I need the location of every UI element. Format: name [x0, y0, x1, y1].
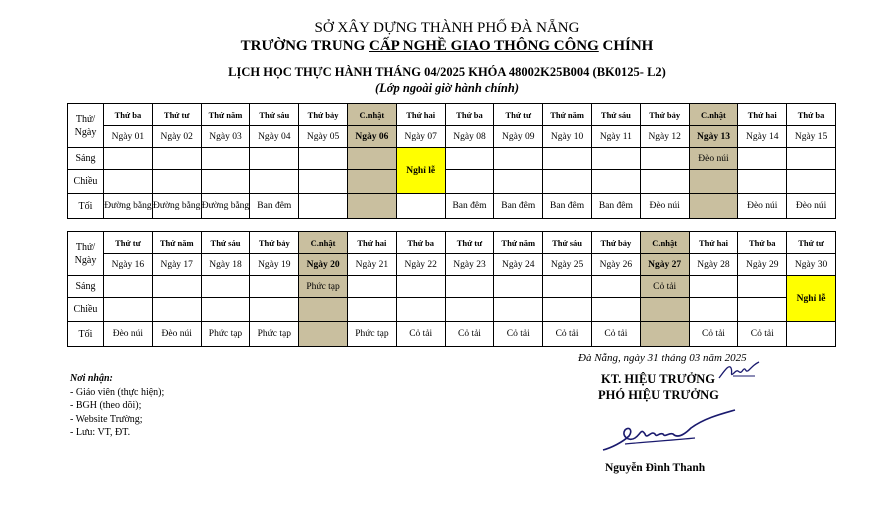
session-afternoon [640, 170, 689, 194]
signer-name: Nguyễn Đình Thanh [605, 462, 706, 474]
date-cell: Ngày 29 [738, 254, 787, 276]
session-morning [543, 276, 592, 298]
date-cell: Ngày 20 [299, 254, 348, 276]
row-label-evening: Tối [68, 322, 104, 347]
day-of-week: C.nhật [347, 104, 396, 126]
session-afternoon [104, 170, 153, 194]
initial-signature [715, 356, 765, 384]
date-cell: Ngày 15 [787, 126, 836, 148]
session-morning [738, 148, 787, 170]
session-evening: Ban đêm [250, 194, 299, 219]
session-evening [299, 322, 348, 347]
session-afternoon [543, 170, 592, 194]
recipient-item: - Website Trường; [70, 413, 143, 425]
date-cell: Ngày 19 [250, 254, 299, 276]
session-afternoon [591, 170, 640, 194]
session-morning: Đèo núi [689, 148, 738, 170]
date-cell: Ngày 22 [396, 254, 445, 276]
session-afternoon [347, 298, 396, 322]
day-of-week: Thứ tư [787, 232, 836, 254]
session-afternoon [445, 298, 494, 322]
session-evening: Phức tạp [250, 322, 299, 347]
date-cell: Ngày 23 [445, 254, 494, 276]
school-name-part3: CHÍNH [598, 38, 654, 54]
date-cell: Ngày 04 [250, 126, 299, 148]
session-afternoon [152, 170, 201, 194]
day-of-week: Thứ tư [445, 232, 494, 254]
session-evening: Cỏ tải [689, 322, 738, 347]
session-evening: Đường bằng [152, 194, 201, 219]
day-of-week: C.nhật [689, 104, 738, 126]
holiday-cell: Nghỉ lễ [396, 148, 445, 194]
date-cell: Ngày 09 [494, 126, 543, 148]
recipient-item: - Giáo viên (thực hiện); [70, 386, 165, 398]
school-name-underlined: CẤP NGHỀ GIAO THÔNG CÔNG [369, 38, 599, 54]
session-afternoon [591, 298, 640, 322]
day-of-week: Thứ sáu [591, 104, 640, 126]
day-of-week: Thứ sáu [201, 232, 250, 254]
session-evening: Đèo núi [152, 322, 201, 347]
day-of-week: Thứ năm [201, 104, 250, 126]
session-afternoon [201, 170, 250, 194]
day-of-week: Thứ sáu [543, 232, 592, 254]
row-label-evening: Tối [68, 194, 104, 219]
date-cell: Ngày 17 [152, 254, 201, 276]
session-morning [347, 276, 396, 298]
session-afternoon [787, 170, 836, 194]
session-morning [591, 148, 640, 170]
session-afternoon [299, 170, 348, 194]
row-label-morning: Sáng [68, 276, 104, 298]
date-cell: Ngày 12 [640, 126, 689, 148]
session-morning [201, 276, 250, 298]
date-cell: Ngày 06 [347, 126, 396, 148]
day-of-week: Thứ hai [689, 232, 738, 254]
day-of-week: Thứ bảy [299, 104, 348, 126]
session-evening: Cỏ tải [445, 322, 494, 347]
day-of-week: Thứ ba [787, 104, 836, 126]
date-cell: Ngày 21 [347, 254, 396, 276]
session-afternoon [689, 298, 738, 322]
row-label-morning: Sáng [68, 148, 104, 170]
day-of-week: C.nhật [299, 232, 348, 254]
date-cell: Ngày 18 [201, 254, 250, 276]
session-evening: Cỏ tải [738, 322, 787, 347]
session-morning [250, 276, 299, 298]
row-label-afternoon: Chiều [68, 298, 104, 322]
session-evening: Phức tạp [347, 322, 396, 347]
date-cell: Ngày 11 [591, 126, 640, 148]
session-evening [299, 194, 348, 219]
session-morning [689, 276, 738, 298]
session-afternoon [738, 298, 787, 322]
day-of-week: Thứ sáu [250, 104, 299, 126]
session-morning [445, 276, 494, 298]
session-morning [250, 148, 299, 170]
session-morning [152, 276, 201, 298]
day-of-week: Thứ hai [347, 232, 396, 254]
session-afternoon [201, 298, 250, 322]
session-evening: Cỏ tải [494, 322, 543, 347]
day-of-week: Thứ năm [152, 232, 201, 254]
session-evening: Đường bằng [201, 194, 250, 219]
date-cell: Ngày 13 [689, 126, 738, 148]
recipients-block [70, 372, 164, 440]
session-morning [445, 148, 494, 170]
day-of-week: Thứ tư [494, 104, 543, 126]
day-of-week: Thứ hai [396, 104, 445, 126]
schedule-title: LỊCH HỌC THỰC HÀNH THÁNG 04/2025 KHÓA 48002K25B004 (BK0125- L2) [228, 65, 666, 79]
date-cell: Ngày 30 [787, 254, 836, 276]
session-evening [787, 322, 836, 347]
session-morning [152, 148, 201, 170]
session-evening: Ban đêm [591, 194, 640, 219]
holiday-cell: Nghỉ lễ [787, 276, 836, 322]
session-afternoon [445, 170, 494, 194]
session-afternoon [152, 298, 201, 322]
date-cell: Ngày 05 [299, 126, 348, 148]
session-afternoon [250, 298, 299, 322]
date-cell: Ngày 01 [104, 126, 153, 148]
session-morning [787, 148, 836, 170]
date-cell: Ngày 16 [104, 254, 153, 276]
session-evening: Đường bằng [104, 194, 153, 219]
session-afternoon [738, 170, 787, 194]
day-of-week: Thứ tư [104, 232, 153, 254]
session-evening [689, 194, 738, 219]
session-morning [494, 148, 543, 170]
session-morning [543, 148, 592, 170]
session-afternoon [250, 170, 299, 194]
session-evening: Ban đêm [543, 194, 592, 219]
session-afternoon [104, 298, 153, 322]
signature [595, 408, 745, 458]
school-name-part1: TRƯỜNG TRUNG [240, 38, 369, 54]
school-name [0, 38, 894, 55]
date-cell: Ngày 24 [494, 254, 543, 276]
session-evening [347, 194, 396, 219]
department-name: SỞ XÂY DỰNG THÀNH PHỐ ĐÀ NẴNG [314, 20, 580, 36]
session-evening: Cỏ tải [591, 322, 640, 347]
recipient-item: - Lưu: VT, ĐT. [70, 427, 131, 438]
session-evening: Đèo núi [738, 194, 787, 219]
session-morning [347, 148, 396, 170]
date-cell: Ngày 03 [201, 126, 250, 148]
session-afternoon [640, 298, 689, 322]
session-morning: Cỏ tải [640, 276, 689, 298]
session-evening: Phức tạp [201, 322, 250, 347]
date-cell: Ngày 26 [591, 254, 640, 276]
session-evening: Cỏ tải [543, 322, 592, 347]
session-evening: Đèo núi [640, 194, 689, 219]
date-cell: Ngày 28 [689, 254, 738, 276]
day-of-week: Thứ bảy [591, 232, 640, 254]
session-afternoon [299, 298, 348, 322]
session-evening: Cỏ tải [396, 322, 445, 347]
session-morning [104, 148, 153, 170]
session-morning [591, 276, 640, 298]
schedule-table-week2 [67, 231, 836, 347]
session-afternoon [494, 170, 543, 194]
session-evening: Đèo núi [787, 194, 836, 219]
date-cell: Ngày 10 [543, 126, 592, 148]
session-evening [640, 322, 689, 347]
schedule-table-week1 [67, 103, 836, 219]
session-evening: Đèo núi [104, 322, 153, 347]
session-evening [396, 194, 445, 219]
date-cell: Ngày 25 [543, 254, 592, 276]
signer-title-1: KT. HIỆU TRƯỞNG [601, 372, 716, 386]
day-of-week: Thứ ba [104, 104, 153, 126]
day-of-week: Thứ bảy [640, 104, 689, 126]
date-cell: Ngày 02 [152, 126, 201, 148]
signer-title-2: PHÓ HIỆU TRƯỞNG [598, 388, 719, 402]
session-morning [640, 148, 689, 170]
session-morning [299, 148, 348, 170]
recipients-title: Nơi nhận: [70, 373, 113, 384]
date-cell: Ngày 07 [396, 126, 445, 148]
session-morning [201, 148, 250, 170]
session-evening: Ban đêm [445, 194, 494, 219]
day-of-week: Thứ bảy [250, 232, 299, 254]
session-afternoon [396, 298, 445, 322]
session-morning [738, 276, 787, 298]
place-date: Đà Nẵng, ngày 31 tháng 03 năm 2025 [578, 352, 747, 364]
session-evening: Ban đêm [494, 194, 543, 219]
session-afternoon [347, 170, 396, 194]
day-of-week: Thứ tư [152, 104, 201, 126]
session-morning [494, 276, 543, 298]
day-of-week: C.nhật [640, 232, 689, 254]
day-of-week: Thứ năm [543, 104, 592, 126]
day-of-week: Thứ ba [445, 104, 494, 126]
row-label-afternoon: Chiều [68, 170, 104, 194]
row-label-week: Thứ/ Ngày [68, 104, 104, 148]
session-morning [104, 276, 153, 298]
recipient-item: - BGH (theo dõi); [70, 400, 142, 411]
date-cell: Ngày 08 [445, 126, 494, 148]
row-label-week: Thứ/ Ngày [68, 232, 104, 276]
day-of-week: Thứ hai [738, 104, 787, 126]
day-of-week: Thứ năm [494, 232, 543, 254]
day-of-week: Thứ ba [396, 232, 445, 254]
session-morning [396, 276, 445, 298]
session-afternoon [689, 170, 738, 194]
schedule-subtitle: (Lớp ngoài giờ hành chính) [374, 81, 519, 95]
date-cell: Ngày 14 [738, 126, 787, 148]
session-afternoon [543, 298, 592, 322]
date-cell: Ngày 27 [640, 254, 689, 276]
session-afternoon [494, 298, 543, 322]
session-morning: Phức tạp [299, 276, 348, 298]
day-of-week: Thứ ba [738, 232, 787, 254]
